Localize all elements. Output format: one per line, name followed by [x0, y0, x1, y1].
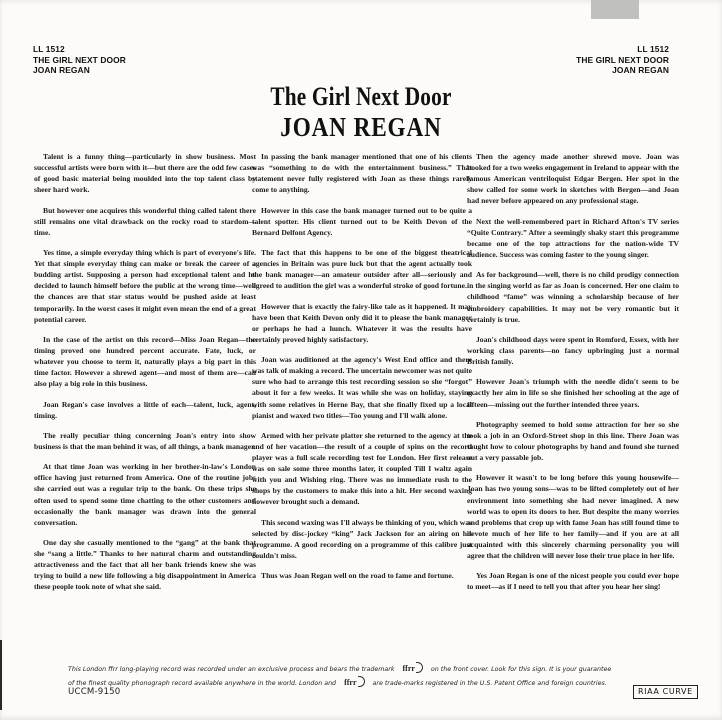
paragraph: However Joan's triumph with the needle didn't seem to be exactly her aim in life so she finished her schooling at the age of fifteen—missing out the further intended three years. — [467, 377, 679, 409]
catalog-artist: JOAN REGAN — [612, 65, 669, 75]
trademark-notice — [68, 662, 668, 689]
liner-notes-column-2 — [252, 151, 472, 591]
paragraph: Joan Regan's case involves a little of each—talent, luck, agent, timing. — [34, 399, 256, 420]
album-title: The Girl Next Door — [270, 82, 452, 111]
catalog-number: LL 1512 — [637, 44, 669, 54]
album-heading — [0, 82, 722, 142]
ffrr-ear-logo-icon: ffrr — [402, 662, 422, 675]
paragraph: At that time Joan was working in her brother-in-law's London office having just returned from America. One of the routine jobs she carried out was a regular trip to the bank. On these trips she often used to spend some time chatting to the other customers and occasionally the bank manager was drawn into the general conversation. — [34, 462, 256, 527]
paragraph: However that is exactly the fairy-like tale as it happened. It may have been that Keith Devon only did it to please the bank manager or perhaps he had a hunch. Whatever it was the results have certainly proved highly satisfactory. — [252, 301, 472, 344]
paragraph: Photography seemed to hold some attraction for her so she took a job in an Oxford-Street shop in this line. There Joan was taught how to colour photographs by hand and found she turned out a very passable job. — [467, 419, 679, 463]
artist-name: JOAN REGAN — [280, 112, 442, 142]
liner-notes-column-1 — [34, 151, 256, 602]
ffrr-ear-logo-icon: ffrr — [344, 676, 364, 689]
paragraph: This second waxing was I'll always be thinking of you, which was selected by disc-jockey “king” Jack Jackson for an airing on his programme. A good recording on a programme of this calibre just couldn't miss. — [252, 517, 472, 561]
paragraph: Yes Joan Regan is one of the nicest people you could ever hope to meet—as if I need to tell you that after you hear her sing! — [467, 571, 679, 592]
sleeve-edge — [0, 640, 2, 710]
catalog-title: THE GIRL NEXT DOOR — [576, 54, 669, 65]
paragraph: Then the agency made another shrewd move. Joan was booked for a two weeks engagement in Ireland to appear with the famous American ventriloquist Edgar Bergen. Her spot in the show called for some work in sketches with Bergen—and Joan had never before appeared on any professional stage. — [467, 152, 679, 206]
paragraph: Next the well-remembered part in Richard Afton's TV series “Quite Contrary.” After a seemingly shaky start this programme became one of the top attractions for the nation-wide TV audience. Success was coming faster to the young singer. — [467, 216, 679, 259]
paragraph: In the case of the artist on this record—Miss Joan Regan—the timing proved one hundred percent accurate. Fate, luck, or whatever you choose to term it, naturally plays a big part in this time factor. However a shrewd agent—and most of them are—can also play a big role in this business. — [34, 334, 256, 389]
paragraph: However it wasn't to be long before this young housewife—Joan has two young sons—was to be lifted completely out of her environment into something she had never imagined. A new world was to open its doors to her. But despite the many worries and problems that crop up with fame Joan has still found time to devote much of her life to her family—and if you are at all acquainted with this sincerely charming personality you will agree that the children will never lose their true place in her life. — [467, 473, 679, 561]
riaa-curve-badge: RIAA CURVE — [633, 685, 698, 699]
liner-notes-column-3 — [467, 151, 679, 602]
catalog-artist: JOAN REGAN — [33, 65, 90, 75]
paragraph: The fact that this happens to be one of the biggest theatrical agencies in Britain was pure luck but that the agent actually took the bank manager—an amateur outsider after all—seriously and agreed to audition the girl was a wonderful stroke of good fortune. — [252, 248, 472, 291]
paragraph: Talent is a funny thing—particularly in show business. Most successful artists were born with it—but there are the odd few cases of good basic material being moulded into the top talent class by sheer hard work. — [34, 152, 256, 195]
pressing-code: UCCM-9150 — [68, 687, 121, 697]
trademark-line-2: of the finest quality phonograph record available anywhere in the world. London and ffrr are trade-marks registered in the U.S. Patent Office and foreign countries. — [68, 677, 607, 687]
paragraph: One day she casually mentioned to the “gang” at the bank that she “sang a little.” Thanks to her natural charm and outstanding attractiveness and the fact that all her bank friends knew she was trying to build a new life following a big disappointment in America these people took note of what she said. — [34, 538, 256, 592]
trademark-line-1: This London ffrr long-playing record was recorded under an exclusive process and bears the trademark ffrr on the front cover. Look for this sign. It is your guarantee — [68, 664, 612, 673]
catalog-number: LL 1512 — [33, 44, 65, 54]
paragraph: Joan was auditioned at the agency's West End office and there was talk of making a record. The uncertain newcomer was not quite sure who had to arrange this test recording session so she “forgot” about it for a few weeks. It was while she was on holiday, staying with some relatives in Herne Bay, that she finally fixed up a local pianist and waxed two titles—Too young and I'll walk alone. — [252, 355, 472, 420]
paragraph: In passing the bank manager mentioned that one of his clients was “something to do with the entertainment business.” That statement never fully registered with Joan as these things rarely come to anything. — [252, 152, 472, 195]
paragraph: Armed with her private platter she returned to the agency at the end of her vacation—the result of a couple of spins on the record player was a full scale recording test for London. Her first release was on sale some three months later, it coupled Till I waltz again with you and Wishing ring. There was no immediate rush to the shops by the customers to make this into a hit. Her second waxing however brought such a demand. — [252, 430, 472, 507]
catalog-info-right — [576, 44, 669, 76]
grey-label-patch — [591, 0, 639, 19]
paragraph: However in this case the bank manager turned out to be quite a talent spotter. His client turned out to be Keith Devon of the Bernard Delfont Agency. — [252, 205, 472, 237]
paragraph: Yes time, a simple everyday thing which is part of everyone's life. Yet that simple everyday thing can make or break the career of a budding artist. Supposing a person had exceptional talent and he decided to launch himself before the public at the wrong time—well the chances are that star status would be pushed aside at least temporarily. In the worst cases it might even mean the end of a great potential career. — [34, 248, 256, 324]
paragraph: The really peculiar thing concerning Joan's entry into show business is that the man behind it was, of all things, a bank manager. — [34, 430, 256, 451]
paragraph: Joan's childhood days were spent in Romford, Essex, with her working class parents—no fancy upbringing just a normal British family. — [467, 334, 679, 367]
catalog-title: THE GIRL NEXT DOOR — [33, 54, 126, 65]
catalog-info-left — [33, 44, 126, 76]
paragraph: As for background—well, there is no child prodigy connection in the singing world as far as Joan is concerned. Her one claim to childhood “fame” was winning a scholarship because of her embroidery capabilities. It may not be very romantic but it certainly is true. — [467, 270, 679, 324]
paragraph: Thus was Joan Regan well on the road to fame and fortune. — [261, 571, 454, 581]
paragraph: But however one acquires this wonderful thing called talent there still remains one vital drawback on the rocky road to stardom—time. — [34, 205, 256, 237]
